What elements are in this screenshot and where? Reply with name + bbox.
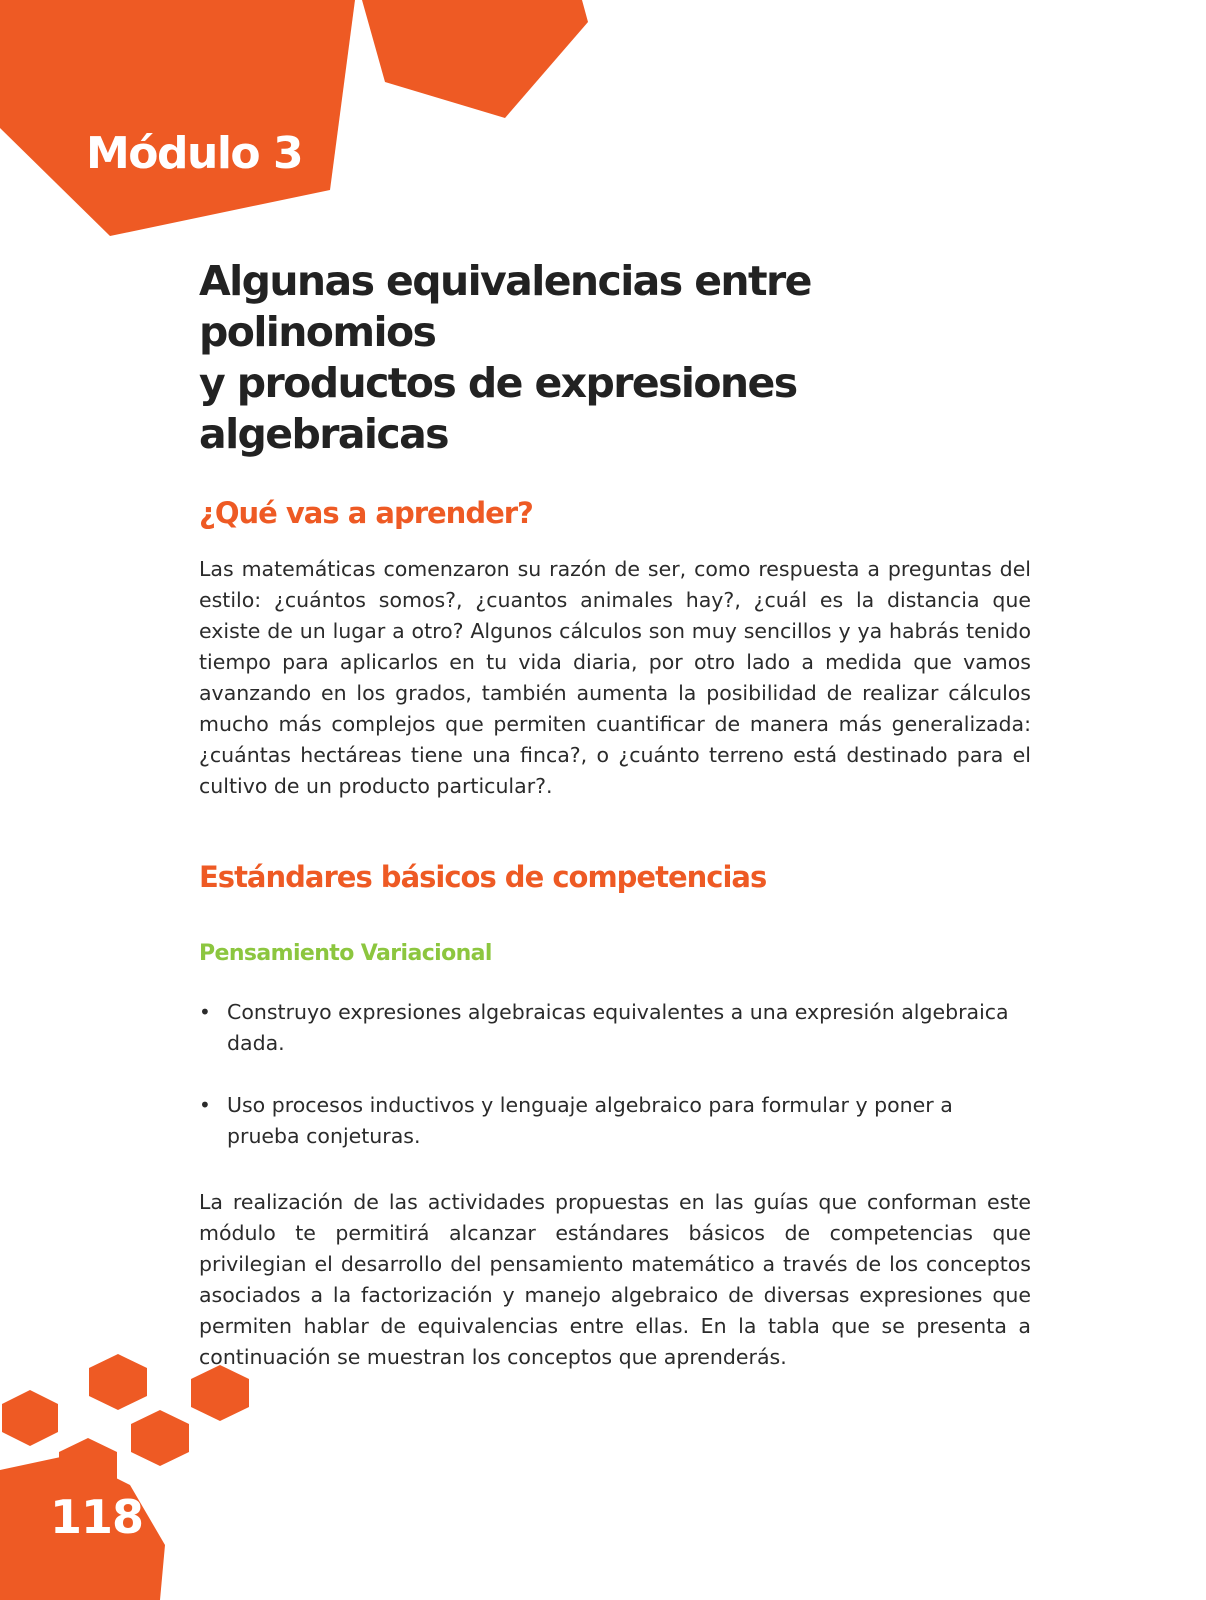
- hexagon-shape: [131, 1410, 189, 1466]
- bullet-icon: •: [199, 1093, 211, 1117]
- lesson-title-line-2: y productos de expresiones algebraicas: [199, 359, 797, 458]
- list-item-text: Construyo expresiones algebraicas equivalentes a una expresión algebraica dada.: [227, 1000, 1009, 1055]
- lesson-title: [199, 256, 1031, 460]
- list-item-text: Uso procesos inductivos y lenguaje algebraico para formular y poner a prueba conjeturas.: [227, 1093, 953, 1148]
- page-number: 118: [50, 1490, 144, 1544]
- learn-paragraph: Las matemáticas comenzaron su razón de ser, como respuesta a preguntas del estilo: ¿cuántos somos?, ¿cuantos animales hay?, ¿cuál es la distancia que existe de un lugar a otro? Algunos cálculos son muy sencillos y ya habrás tenido tiempo para aplicarlos en tu vida diaria, por otro lado a medida que vamos avanzando en los grados, también aumenta la posibilidad de realizar cálculos mucho más complejos que permiten cuantificar de manera más generalizada: ¿cuántas hectáreas tiene una finca?, o ¿cuánto terreno está destinado para el cultivo de un producto particular?.: [199, 557, 1031, 798]
- standards-paragraph: La realización de las actividades propuestas en las guías que conforman este módulo te permitirá alcanzar estándares básicos de competencias que privilegian el desarrollo del pensamiento matemático a través de los conceptos asociados a la factorización y manejo algebraico de diversas expresiones que permiten hablar de equivalencias entre ellas. En la tabla que se presenta a continuación se muestran los conceptos que aprenderás.: [199, 1190, 1031, 1369]
- list-item: [199, 1090, 1031, 1152]
- hexagon-shape: [89, 1354, 147, 1410]
- list-item: [199, 997, 1031, 1059]
- lesson-title-line-1: Algunas equivalencias entre polinomios: [199, 257, 811, 356]
- learn-heading: ¿Qué vas a aprender?: [199, 496, 533, 530]
- standards-list: [199, 997, 1031, 1152]
- bullet-icon: •: [199, 1000, 211, 1024]
- page-content: [199, 256, 1031, 1373]
- hexagon-shape: [191, 1365, 249, 1421]
- header-hexagon-shape: [362, 0, 588, 118]
- standards-heading: Estándares básicos de competencias: [199, 860, 767, 894]
- hexagon-shape: [2, 1390, 58, 1446]
- standards-subheading: Pensamiento Variacional: [199, 941, 492, 966]
- module-label: Módulo 3: [86, 128, 303, 179]
